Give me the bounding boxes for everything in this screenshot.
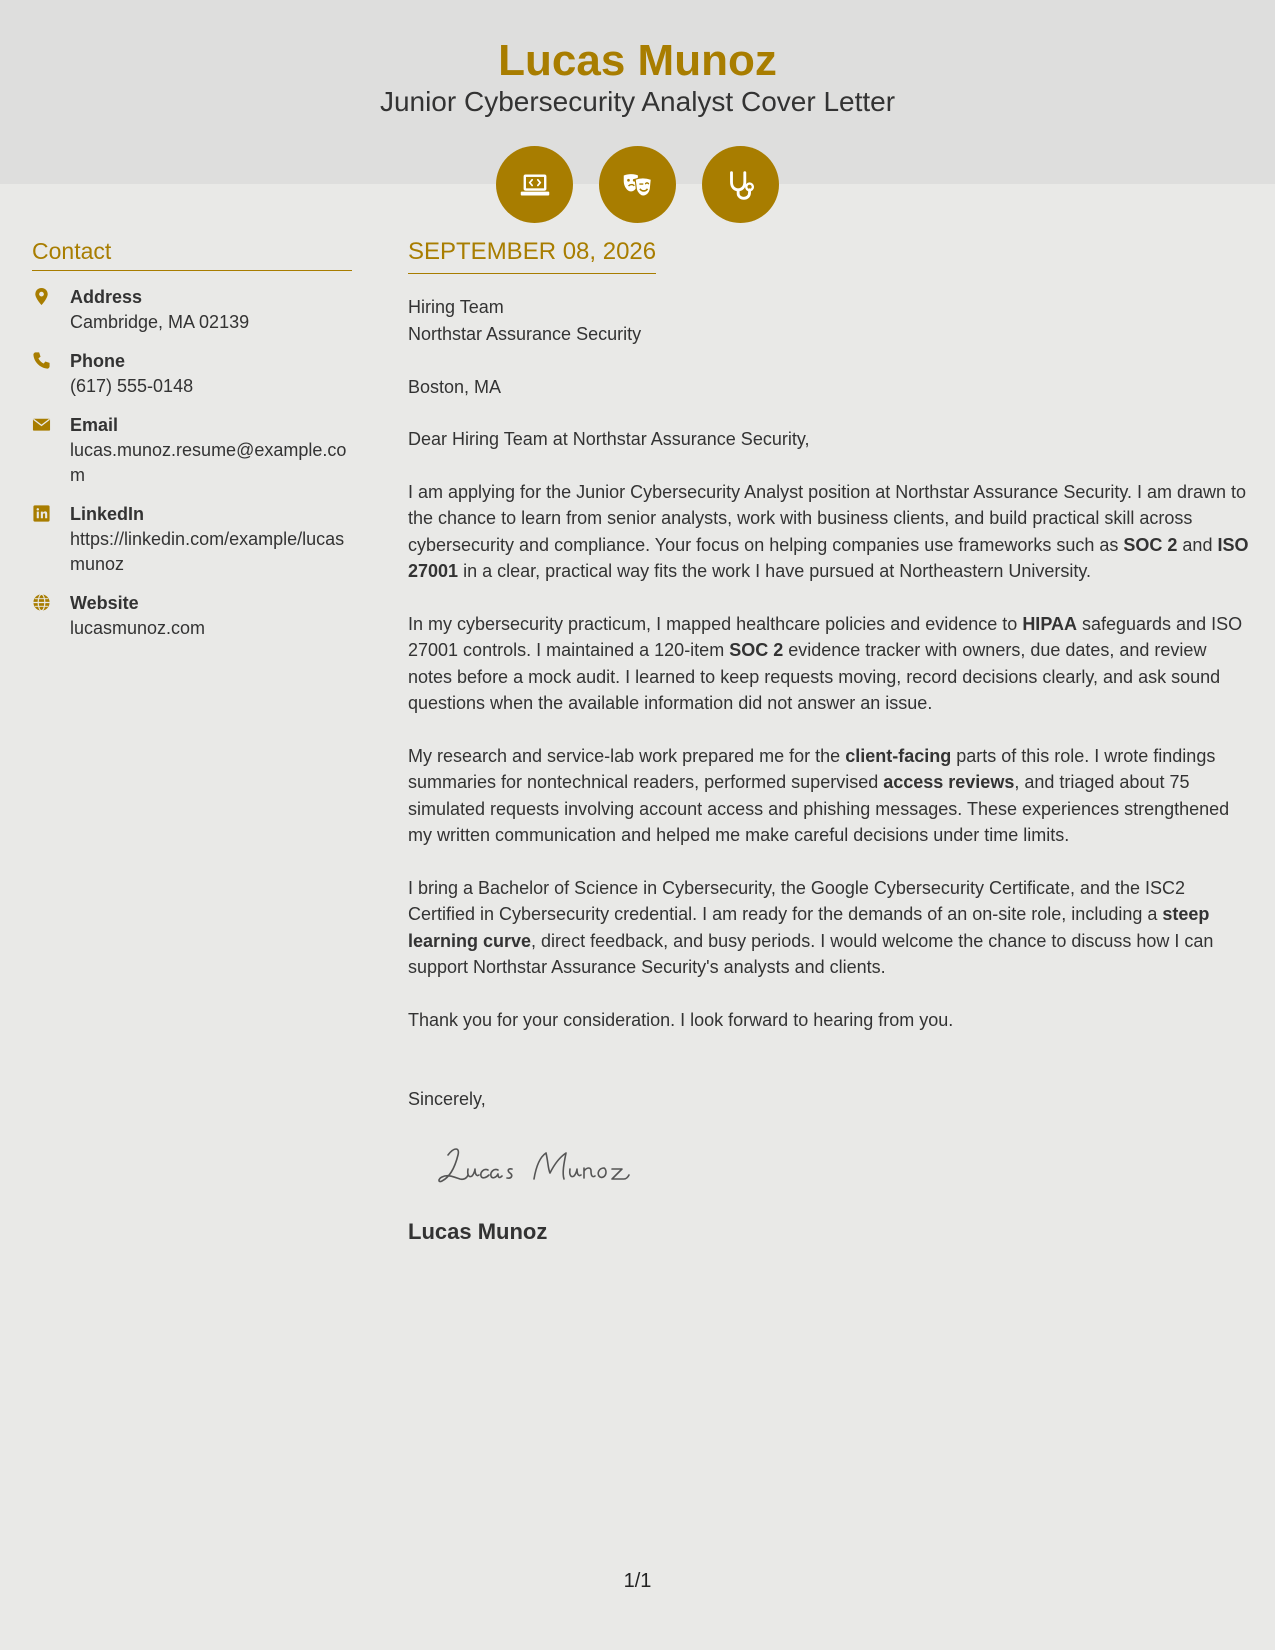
- signature: [434, 1137, 1253, 1197]
- contact-email: [32, 413, 352, 488]
- recipient-line: Hiring Team: [408, 297, 504, 317]
- paragraph-5: Thank you for your consideration. I look forward to hearing from you.: [408, 1009, 954, 1030]
- page-number: 1/1: [623, 1570, 652, 1592]
- paragraph-4: I bring a Bachelor of Science in Cybersecurity, the Google Cybersecurity Certificate, and the ISC2 Certified in Cybersecurity credential. I am ready for the demands of an on-site role, including a steep learning curve, direct feedback, and busy periods. I would welcome the chance to discuss how I can support Northstar Assurance Security's analysts and clients.: [408, 877, 1214, 977]
- contact-value: lucasmunoz.com: [70, 618, 206, 638]
- contact-website: [32, 591, 352, 641]
- theater-masks-icon: [599, 146, 676, 223]
- contact-sidebar: [32, 238, 352, 641]
- contact-label: Website: [70, 593, 139, 613]
- stethoscope-icon: [702, 146, 779, 223]
- recipient-location: Boston, MA: [408, 376, 502, 397]
- letter-body: [408, 238, 1253, 1245]
- letter-date: SEPTEMBER 08, 2026: [408, 238, 656, 274]
- phone-icon: [32, 349, 70, 399]
- document-subtitle: Junior Cybersecurity Analyst Cover Letter: [379, 86, 896, 117]
- recipient-block: [408, 294, 1253, 400]
- candidate-name: Lucas Munoz: [498, 36, 777, 85]
- paragraph-1: I am applying for the Junior Cybersecurity Analyst position at Northstar Assurance Security. I am drawn to the chance to learn from senior analysts, work with business clients, and build practical skill across cybersecurity and compliance. Your focus on helping companies use frameworks such as SOC 2 and ISO 27001 in a clear, practical way fits the work I have pursued at Northeastern University.: [408, 481, 1249, 581]
- map-pin-icon: [32, 285, 70, 335]
- contact-label: Phone: [70, 351, 126, 371]
- envelope-icon: [32, 413, 70, 488]
- header-icons: [0, 146, 1275, 223]
- contact-value: Cambridge, MA 02139: [70, 312, 250, 332]
- signer-name: Lucas Munoz: [408, 1218, 548, 1244]
- paragraph-3: My research and service-lab work prepared me for the client-facing parts of this role. I wrote findings summaries for nontechnical readers, performed supervised access reviews, and triaged about 75 simulated requests involving account access and phishing messages. These experiences strengthened my written communication and helped me make careful decisions under time limits.: [408, 745, 1230, 845]
- contact-label: Email: [70, 415, 119, 435]
- contact-label: Address: [70, 287, 143, 307]
- contact-value: (617) 555-0148: [70, 376, 194, 396]
- contact-linkedin: [32, 502, 352, 577]
- contact-value: lucas.munoz.resume@example.com: [70, 440, 347, 485]
- contact-label: LinkedIn: [70, 504, 145, 524]
- closing: Sincerely,: [408, 1089, 486, 1109]
- linkedin-icon: [32, 502, 70, 577]
- laptop-code-icon: [496, 146, 573, 223]
- globe-icon: [32, 591, 70, 641]
- recipient-company: Northstar Assurance Security: [408, 323, 642, 344]
- contact-value: https://linkedin.com/example/lucasmunoz: [70, 529, 345, 574]
- contact-address: [32, 285, 352, 335]
- contact-heading: Contact: [32, 238, 352, 271]
- salutation: Dear Hiring Team at Northstar Assurance Security,: [408, 429, 810, 449]
- contact-phone: [32, 349, 352, 399]
- paragraph-2: In my cybersecurity practicum, I mapped healthcare policies and evidence to HIPAA safeguards and ISO 27001 controls. I maintained a 120-item SOC 2 evidence tracker with owners, due dates, and review notes before a mock audit. I learned to keep requests moving, record decisions clearly, and ask sound questions when the available information did not answer an issue.: [408, 613, 1243, 713]
